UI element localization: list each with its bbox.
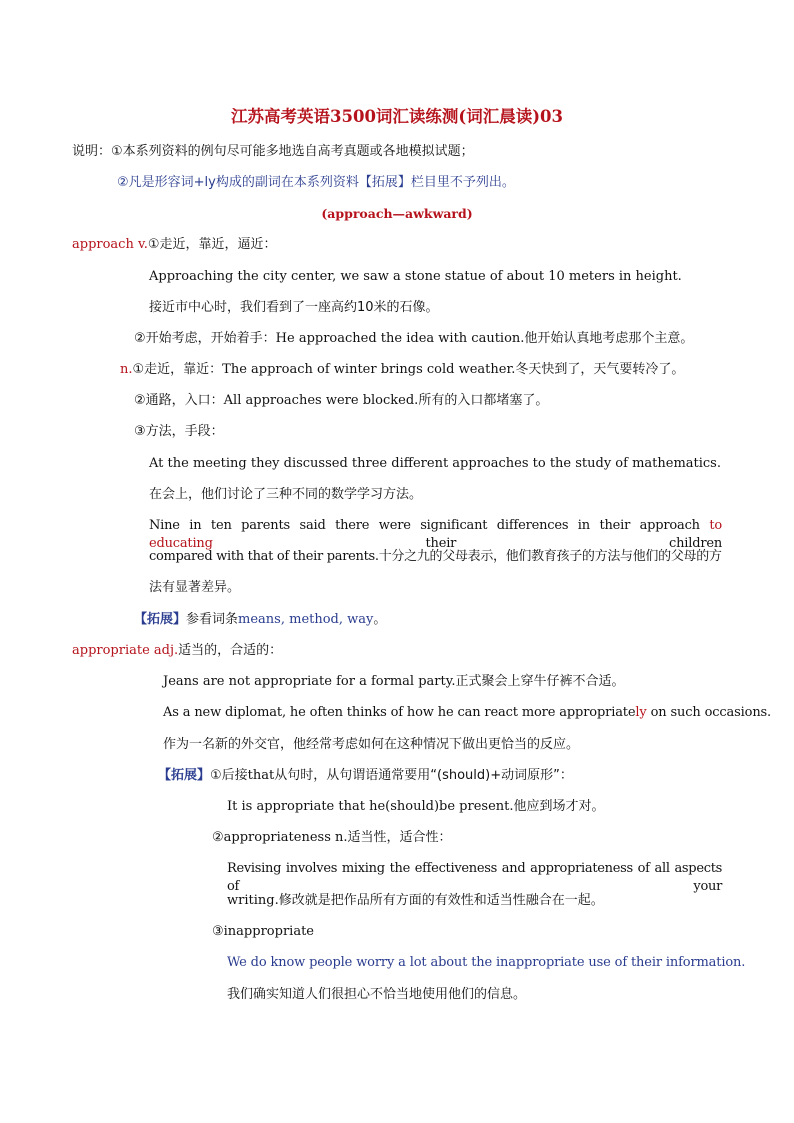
example-sentence-cn: 他开始认真地考虑那个主意。	[524, 331, 694, 346]
sense-label: ②开始考虑，开始着手：	[134, 331, 276, 346]
extension-line	[158, 767, 573, 785]
headword-approach: approach v.	[72, 237, 148, 252]
page-title: 江苏高考英语3500词汇读练测(词汇晨读)03	[231, 107, 563, 126]
example-sentence-en: He approached the idea with caution.	[275, 331, 525, 346]
extension-text: “(should)+动词原形”：	[430, 768, 573, 783]
sense-label: ③方法，手段：	[134, 424, 224, 439]
sense-line	[134, 392, 548, 410]
sense-line	[134, 330, 693, 348]
example-sentence-cn: 正式聚会上穿牛仔裤不合适。	[455, 674, 625, 689]
sentence-part: their children	[212, 536, 722, 551]
example-sentence-en: Revising involves mixing the effectiveness and appropriateness of all aspects of your	[227, 861, 722, 894]
example-sentence-line	[149, 548, 722, 566]
example-sentence-en: The approach of winter brings cold weather.	[222, 362, 516, 377]
example-sentence-cn: 冬天快到了，天气要转冷了。	[515, 362, 685, 377]
entry-approach	[72, 236, 277, 254]
example-sentence-cn: 修改就是把作品所有方面的有效性和适当性融合在一起。	[278, 893, 604, 908]
note-line-1: 说明：①本系列资料的例句尽可能多地选自高考真题或各地模拟试题；	[72, 144, 474, 159]
highlighted-suffix: ly	[635, 705, 647, 720]
example-sentence-en: Approaching the city center, we saw a stone statue of about 10 meters in height.	[149, 269, 682, 284]
example-sentence-en	[163, 704, 771, 722]
punctuation: 。	[373, 612, 387, 627]
extension-text: that	[247, 768, 275, 783]
extension-item: ③inappropriate	[212, 924, 314, 939]
extension-word: ②appropriateness n.	[212, 830, 348, 845]
extension-text: 参看词条	[186, 612, 239, 627]
note-line-2: ②凡是形容词+ly构成的副词在本系列资料【拓展】栏目里不予列出。	[117, 175, 515, 190]
sentence-part: Nine in ten parents said there were significant differences in their approach	[149, 518, 710, 533]
extension-label: 【拓展】	[158, 768, 211, 783]
example-line	[163, 673, 624, 691]
sentence-part: As a new diplomat, he often thinks of how he can react more appropriate	[163, 705, 636, 720]
extension-item	[212, 829, 452, 847]
example-sentence-cn: 法有显著差异。	[149, 580, 241, 595]
highlighted-phrase: to educating	[149, 518, 722, 551]
example-sentence-en: Jeans are not appropriate for a formal party.	[163, 674, 456, 689]
example-sentence-cn: 接近市中心时，我们看到了一座高约10米的石像。	[149, 300, 439, 315]
example-sentence-en: writing.	[227, 893, 279, 908]
example-sentence-en: All approaches were blocked.	[223, 393, 419, 408]
example-sentence-en: compared with that of their parents.	[149, 549, 379, 564]
entry-appropriate	[72, 642, 282, 660]
sense-line	[120, 361, 684, 379]
headword-appropriate: appropriate adj.	[72, 643, 179, 658]
example-sentence-cn: 作为一名新的外交官，他经常考虑如何在这种情况下做出更恰当的反应。	[163, 737, 580, 752]
sense-label: ①走近，靠近：	[132, 362, 223, 377]
sense-label: 适当性，适合性：	[347, 830, 452, 845]
example-sentence-cn: 所有的入口都堵塞了。	[418, 393, 549, 408]
sense-label: 适当的，合适的：	[178, 643, 283, 658]
cross-reference: means, method, way	[238, 612, 374, 627]
example-line	[227, 892, 604, 910]
part-of-speech: n.	[120, 362, 133, 377]
example-sentence-cn: 在会上，他们讨论了三种不同的数学学习方法。	[149, 487, 423, 502]
sense-label: ②通路，入口：	[134, 393, 224, 408]
example-sentence-en: At the meeting they discussed three different approaches to the study of mathematics.	[149, 456, 721, 471]
example-sentence-cn: 十分之九的父母表示，他们教育孩子的方法与他们的父母的方	[378, 549, 722, 564]
example-sentence-cn: 他应到场才对。	[513, 799, 605, 814]
example-line	[227, 798, 605, 816]
extension-label: 【拓展】	[134, 612, 187, 627]
example-sentence-en: We do know people worry a lot about the inappropriate use of their information.	[227, 955, 746, 970]
extension-text: ①后接	[210, 768, 248, 783]
extension-line	[134, 611, 386, 629]
example-sentence-cn: 我们确实知道人们很担心不恰当地使用他们的信息。	[227, 987, 527, 1002]
example-sentence-en: It is appropriate that he(should)be present.	[227, 799, 514, 814]
word-range: (approach—awkward)	[321, 206, 473, 221]
extension-text: 从句时，从句谓语通常要用	[274, 768, 431, 783]
sense-label: ①走近，靠近，逼近：	[147, 237, 277, 252]
sentence-part: on such occasions.	[646, 705, 772, 720]
